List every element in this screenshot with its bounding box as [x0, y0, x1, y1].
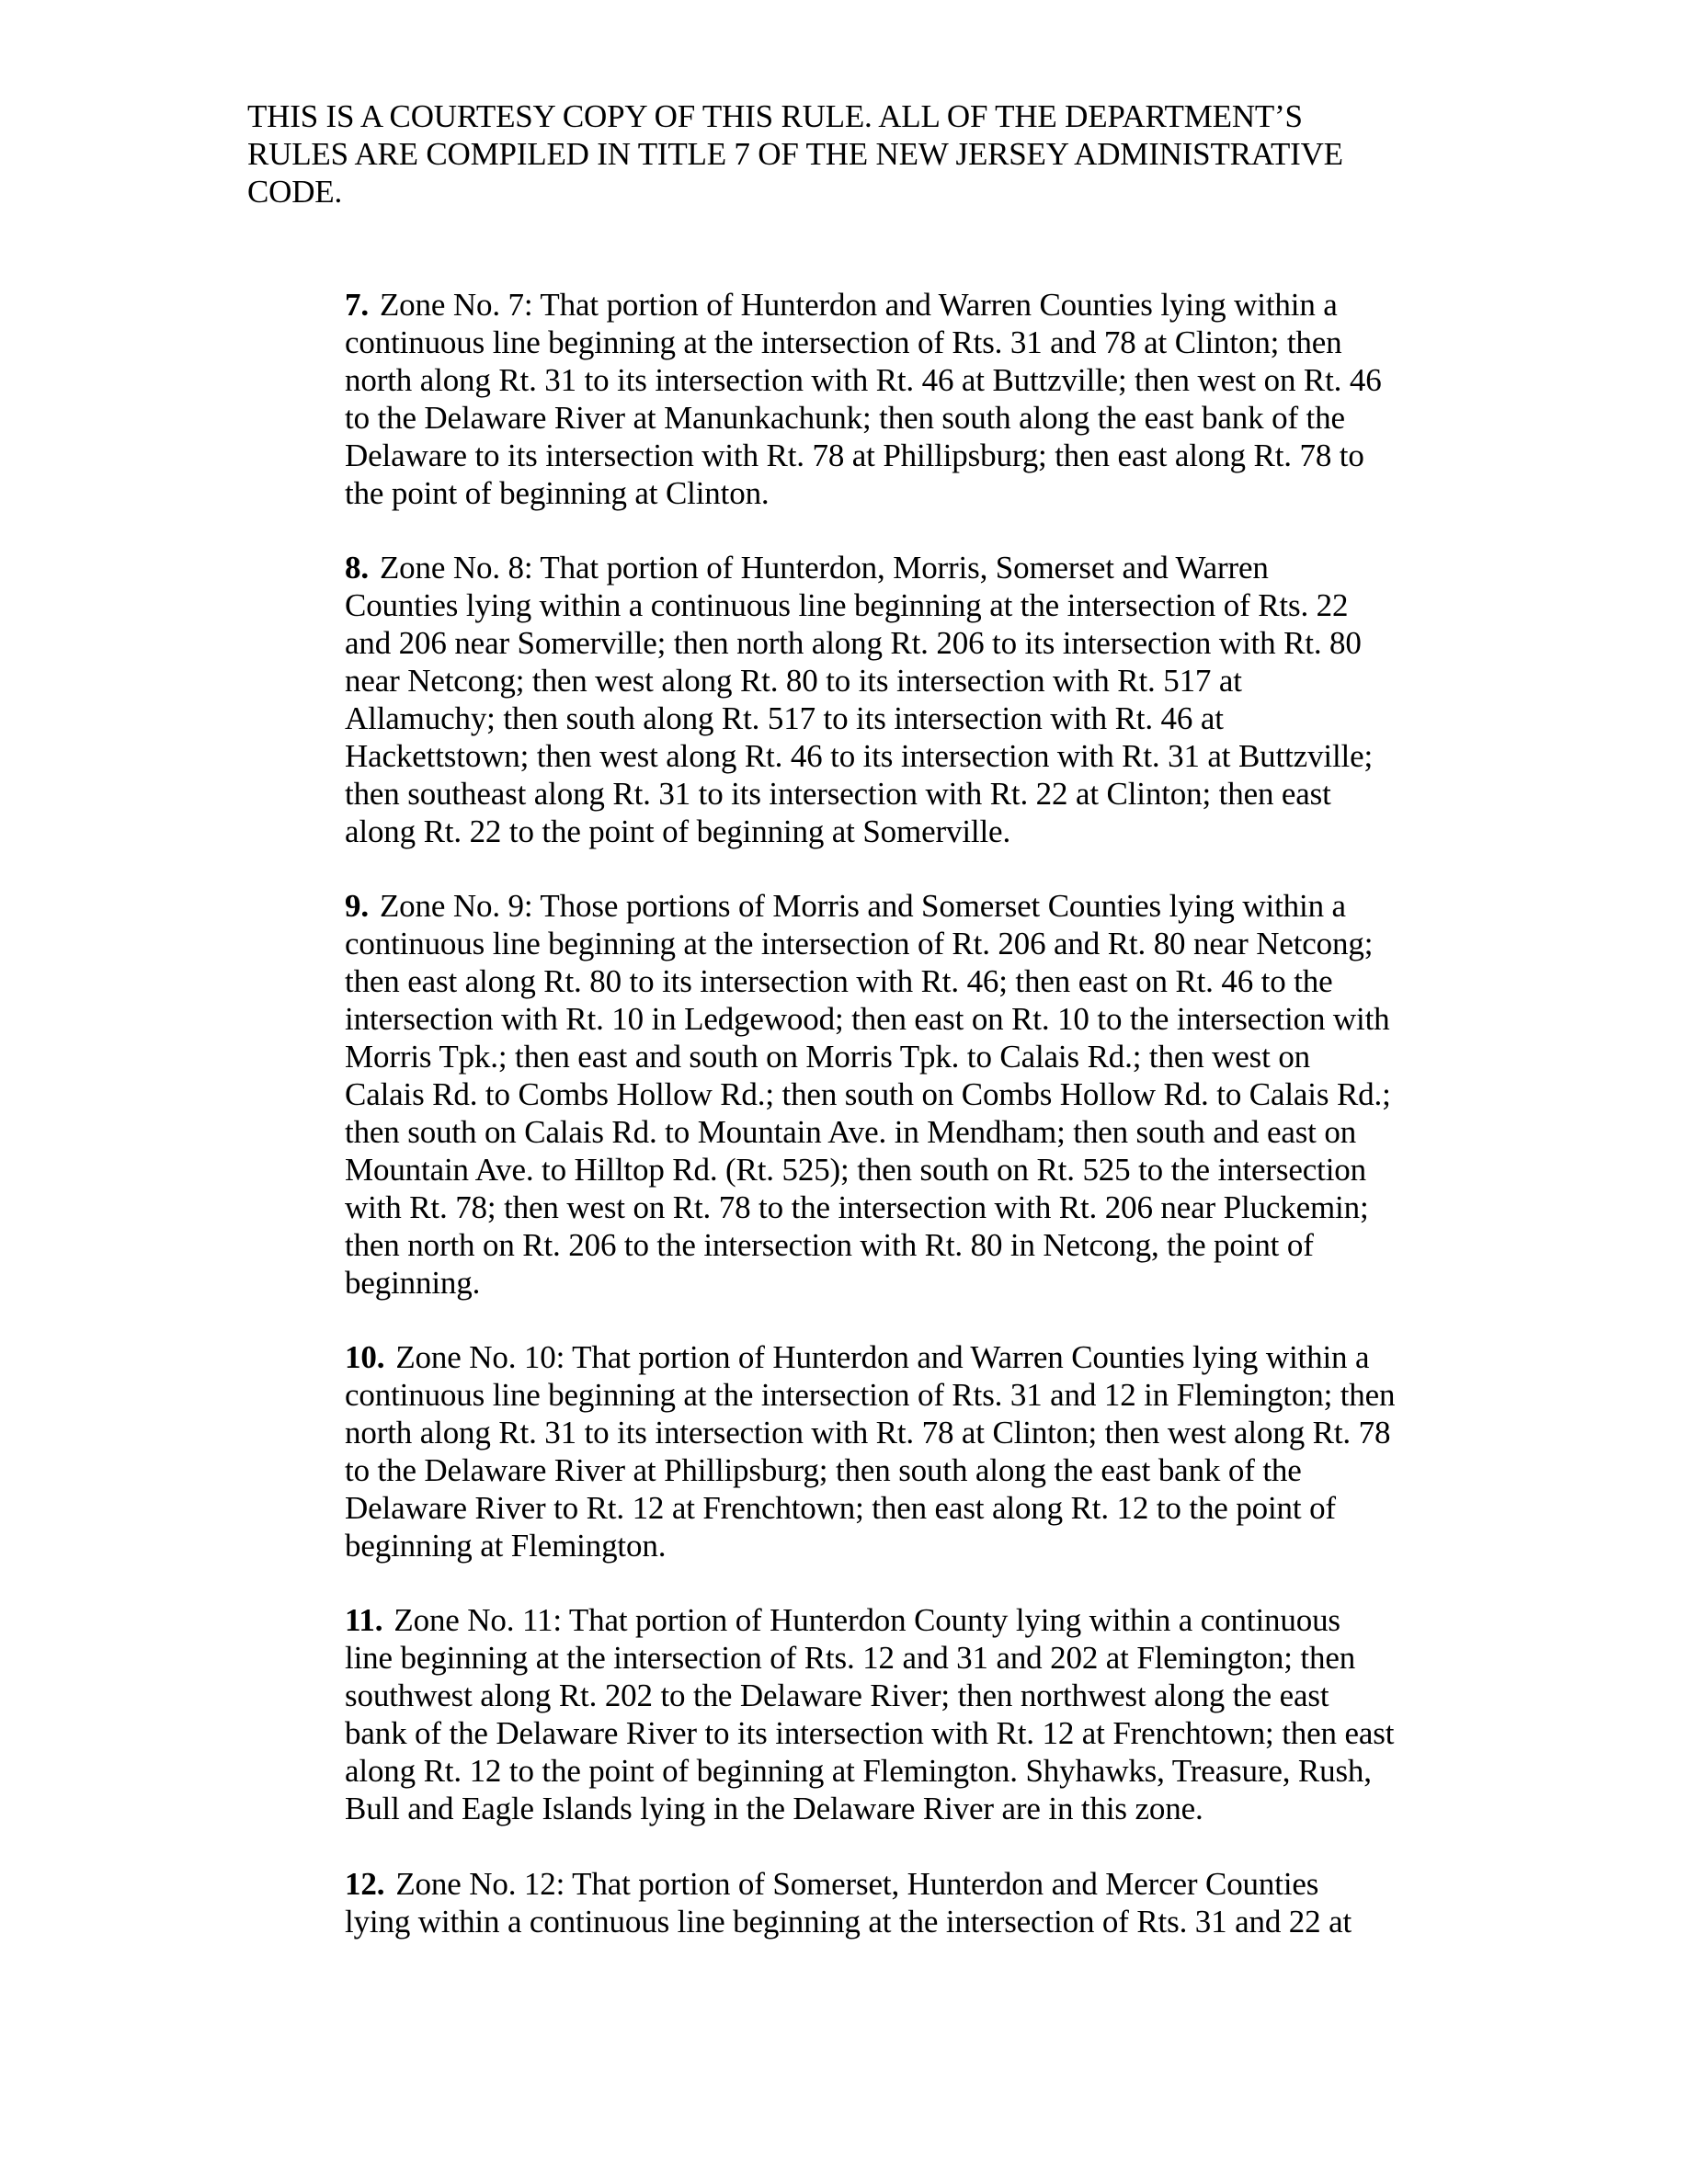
- zone-9-paragraph: [345, 887, 1448, 1302]
- section-text: Zone No. 10: That portion of Hunterdon and Warren Counties lying within a continuous line beginning at the intersection of Rts. 31 and 12 in Flemington; then north along Rt. 31 to its intersection with Rt. 78 at Clinton; then west along Rt. 78 to the Delaware River at Phillipsburg; then south along the east bank of the Delaware River to Rt. 12 at Frenchtown; then east along Rt. 12 to the point of beginning at Flemington.: [345, 1339, 1396, 1564]
- section-text: Zone No. 9: Those portions of Morris and Somerset Counties lying within a continuous line beginning at the intersection of Rt. 206 and Rt. 80 near Netcong; then east along Rt. 80 to its intersection with Rt. 46; then east on Rt. 46 to the intersection with Rt. 10 in Ledgewood; then east on Rt. 10 to the intersection with Morris Tpk.; then east and south on Morris Tpk. to Calais Rd.; then west on Calais Rd. to Combs Hollow Rd.; then south on Combs Hollow Rd. to Calais Rd.; then south on Calais Rd. to Mountain Ave. in Mendham; then south and east on Mountain Ave. to Hilltop Rd. (Rt. 525); then south on Rt. 525 to the intersection with Rt. 78; then west on Rt. 78 to the intersection with Rt. 206 near Pluckemin; then north on Rt. 206 to the intersection with Rt. 80 in Netcong, the point of beginning.: [345, 888, 1391, 1301]
- section-number: 7.: [345, 287, 369, 323]
- zone-11-paragraph: [345, 1601, 1448, 1827]
- section-text: Zone No. 11: That portion of Hunterdon County lying within a continuous line beginning at the intersection of Rts. 12 and 31 and 202 at Flemington; then southwest along Rt. 202 to the Delaware River; then northwest along the east bank of the Delaware River to its intersection with Rt. 12 at Frenchtown; then east along Rt. 12 to the point of beginning at Flemington. Shyhawks, Treasure, Rush, Bull and Eagle Islands lying in the Delaware River are in this zone.: [345, 1602, 1395, 1826]
- section-number: 11.: [345, 1602, 383, 1638]
- section-number: 8.: [345, 550, 369, 586]
- section-number: 10.: [345, 1339, 385, 1375]
- zone-7-paragraph: [345, 286, 1448, 512]
- zone-8-paragraph: [345, 549, 1448, 850]
- section-text: Zone No. 8: That portion of Hunterdon, Morris, Somerset and Warren Counties lying within a continuous line beginning at the intersection of Rts. 22 and 206 near Somerville; then north along Rt. 206 to its intersection with Rt. 80 near Netcong; then west along Rt. 80 to its intersection with Rt. 517 at Allamuchy; then south along Rt. 517 to its intersection with Rt. 46 at Hackettstown; then west along Rt. 46 to its intersection with Rt. 31 at Buttzville; then southeast along Rt. 31 to its intersection with Rt. 22 at Clinton; then east along Rt. 22 to the point of beginning at Somerville.: [345, 550, 1374, 849]
- courtesy-copy-notice: THIS IS A COURTESY COPY OF THIS RULE. ALL OF THE DEPARTMENT’S RULES ARE COMPILED IN TITLE 7 OF THE NEW JERSEY ADMINISTRATIVE CODE.: [247, 98, 1343, 210]
- zone-10-paragraph: [345, 1338, 1448, 1564]
- section-number: 12.: [345, 1866, 385, 1902]
- section-number: 9.: [345, 888, 369, 924]
- zone-12-paragraph: [345, 1865, 1448, 1940]
- section-text: Zone No. 12: That portion of Somerset, Hunterdon and Mercer Counties lying within a continuous line beginning at the intersection of Rts. 31 and 22 at: [345, 1866, 1352, 1939]
- section-text: Zone No. 7: That portion of Hunterdon and Warren Counties lying within a continuous line beginning at the intersection of Rts. 31 and 78 at Clinton; then north along Rt. 31 to its intersection with Rt. 46 at Buttzville; then west on Rt. 46 to the Delaware River at Manunkachunk; then south along the east bank of the Delaware to its intersection with Rt. 78 at Phillipsburg; then east along Rt. 78 to the point of beginning at Clinton.: [345, 287, 1382, 511]
